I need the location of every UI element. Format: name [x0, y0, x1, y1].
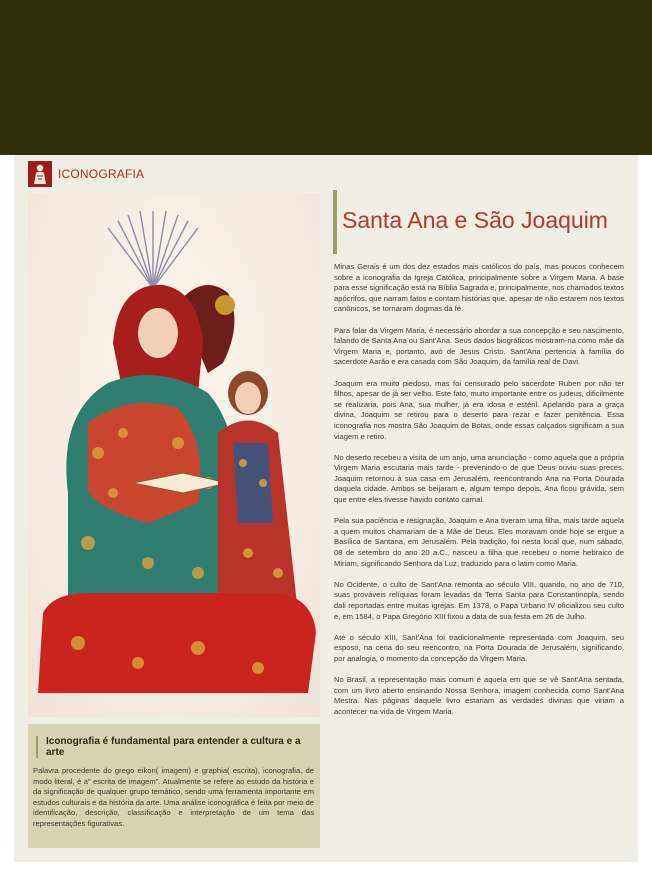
article-paragraph: No Brasil, a representação mais comum é aquela em que se vê Sant'Ana sentada, com um livro aberto ensinando Nossa Senhora, imagem conhecida como Sant'Ana Mestra. Nas páginas daquele livro estariam as verdades divinas que viriam a acontecer na vida de Virgem Maria. [334, 675, 624, 716]
saint-figure-icon [28, 161, 52, 187]
article-body [334, 262, 624, 728]
article-paragraph: No Ocidente, o culto de Sant'Ana remonta ao século VIII, quando, no ano de 710, suas prováveis relíquias foram levadas da Terra Santa para Constantinopla, sendo dali reportadas entre muitas igrejas. Em 1378, o Papa Urbano IV oficializou seu culto e, em 1584, o Papa Gregório XIII fixou a data de sua festa em 26 de Julho. [334, 579, 624, 621]
article-paragraph: No deserto recebeu a visita de um anjo, uma anunciação - como aquela que a própria Virgem Maria escutaria mais tarde - prevenindo-o de que Deus ouviu suas preces. Joaquim retornou à sua casa em Jerusalém, reencontrando Ana na Porta Dourada daquela cidade. Ambos se beijaram e, algum tempo depois, Ana ficou grávida, sem que entre eles tivesse havido contato carnal. [334, 452, 624, 505]
article-title: Santa Ana e São Joaquim [342, 207, 608, 233]
section-label: ICONOGRAFIA [58, 167, 145, 181]
article-paragraph: Pela sua paciência e resignação, Joaquim e Ana tiveram uma filha, mais tarde aquela a quem muitos chamariam de a Mãe de Deus. Eles moravam onde hoje se ergue a Basílica de Santana, em Jerusalém. Pela tradição, foi nesta local que, num sábado, 08 de setembro do ano 20 a.C., nasceu a filha que recebeu o nome hebraico de Miriam, significando Senhora da Luz, traduzido para o latim como Maria. [334, 516, 624, 568]
caption-box [28, 724, 320, 848]
caption-body: Palavra procedente do grego eikon( imagem) e graphia( escrita), iconografia, de modo literal, é a" escrita de imagem". Atualmente se refere ao estudo da história e da significação de qualquer grupo temático, sendo uma ferramenta importante em estudos culturais e da história da arte. Uma análise iconográfica é feita por meio de identificação, descrição, classificação e interpretação de um tema das representações figurativas. [33, 766, 314, 828]
title-accent-bar [333, 190, 337, 254]
top-color-band [0, 0, 652, 155]
caption-title: Iconografia é fundamental para entender a cultura e a arte [36, 736, 312, 758]
article-paragraph: Até o século XIII, Sant'Ana foi tradicionalmente representada com Joaquim, seu esposo, na cena do seu reencontro, na Porta Dourada de Jerusalém, significando, por analogia, o momento da concepção da Virgem Maria. [334, 632, 624, 663]
article-paragraph: Para falar da Virgem Maria, é necessário abordar a sua concepção e seu nascimento, falando de Santa Ana ou Sant'Ana. Seus dados biográficos mostram-na como mãe da Virgem Maria e, portanto, avó de Jesus Cristo. Sant'Ana pertencia à família do sacerdote Aarão e era casada com São Joaquim, da família real de Davi. [334, 325, 624, 367]
sant-ana-sculpture-photo [28, 193, 320, 717]
article-paragraph: Minas Gerais é um dos dez estados mais católicos do país, mas poucos conhecem sobre a iconografia da Igreja Católica, principalmente sobre a Virgem Maria. A base para esse significação está na Bíblia Sagrada e, principalmente, nos chamados textos apócrifos, que narram fatos e contam histórias que, apesar de não estarem nos textos canônicos, se tornaram dogmas da fé. [334, 262, 624, 314]
section-header [28, 160, 144, 188]
article-paragraph: Joaquim era muito piedoso, mas foi censurado pelo sacerdote Ruben por não ter filhos, apesar de já ser velho. Este fato, muito importante entre os judeus, dificilmente se realizaria, pois Ana, sua mulher, já era idosa e estéril. Apelando para a graça divina, Joaquim se retirou para o deserto para rezar e fazer penitência. Essa iconografia nos mostra São Joaquim de Botas, onde essas calçados significam a sua viagem e retiro. [334, 378, 624, 441]
